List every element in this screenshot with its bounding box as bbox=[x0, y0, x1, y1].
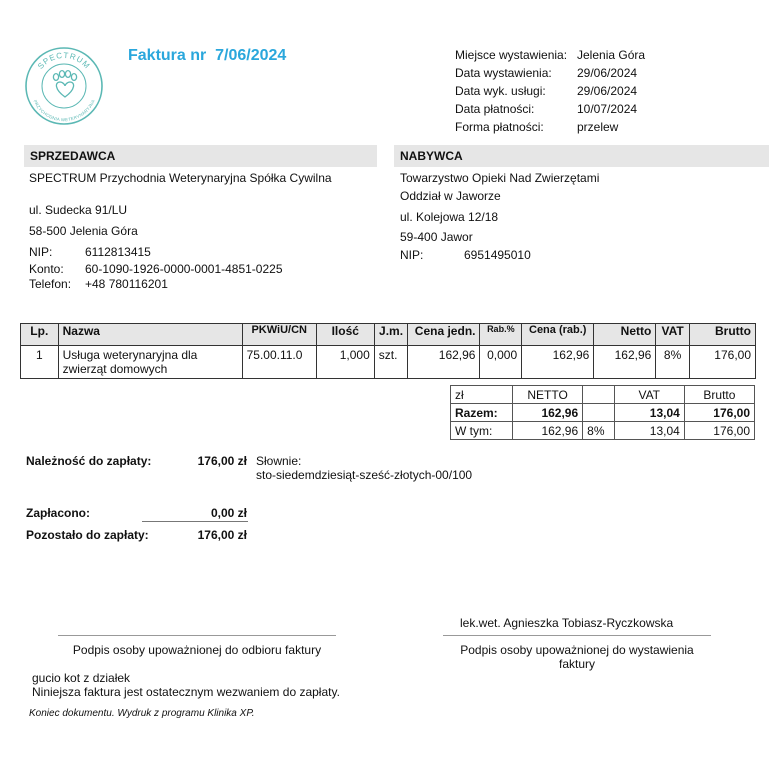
cell-jm: szt. bbox=[374, 346, 408, 379]
col-netto: Netto bbox=[594, 324, 656, 346]
logo-top-text: SPECTRUM bbox=[35, 50, 92, 71]
due-label: Należność do zapłaty: bbox=[26, 454, 152, 468]
buyer-header: NABYWCA bbox=[394, 145, 769, 167]
sum-wtym-vat: 13,04 bbox=[614, 422, 684, 440]
col-rabat: Rab.% bbox=[480, 324, 522, 346]
table-row bbox=[21, 346, 756, 379]
seller-account-value: 60-1090-1926-0000-0001-4851-0225 bbox=[85, 262, 283, 276]
invoice-title-prefix: Faktura nr bbox=[128, 47, 207, 64]
buyer-name: Towarzystwo Opieki Nad Zwierzętami bbox=[400, 171, 600, 185]
col-nazwa: Nazwa bbox=[58, 324, 242, 346]
seller-nip-label: NIP: bbox=[29, 245, 53, 259]
issuer-signature-line bbox=[443, 635, 711, 636]
col-lp: Lp. bbox=[21, 324, 59, 346]
sum-wtym-label: W tym: bbox=[451, 422, 513, 440]
cell-netto: 162,96 bbox=[594, 346, 656, 379]
seller-account-label: Konto: bbox=[29, 262, 64, 276]
meta-label: Data wyk. usługi: bbox=[455, 84, 546, 98]
sum-razem-netto: 162,96 bbox=[513, 404, 583, 422]
meta-label: Data płatności: bbox=[455, 102, 535, 116]
sum-razem-vat: 13,04 bbox=[614, 404, 684, 422]
logo-bottom-text: PRZYCHODNIA WETERYNARYJNA bbox=[32, 99, 96, 123]
col-cena: Cena jedn. bbox=[408, 324, 480, 346]
buyer-nip-value: 6951495010 bbox=[464, 248, 531, 262]
meta-value: przelew bbox=[577, 120, 619, 134]
seller-nip bbox=[29, 243, 332, 261]
document-footer: Koniec dokumentu. Wydruk z programu Klinika XP. bbox=[29, 708, 255, 719]
seller-block bbox=[29, 169, 332, 293]
col-ilosc: Ilość bbox=[316, 324, 374, 346]
paid-underline bbox=[142, 521, 248, 522]
meta-row bbox=[455, 64, 645, 82]
cell-rabat: 0,000 bbox=[480, 346, 522, 379]
paid-label: Zapłacono: bbox=[26, 506, 91, 520]
cell-pkwiu: 75.00.11.0 bbox=[242, 346, 316, 379]
seller-nip-value: 6112813415 bbox=[85, 245, 151, 259]
invoice-title bbox=[128, 47, 286, 65]
buyer-block bbox=[400, 169, 599, 264]
meta-label: Data wystawienia: bbox=[455, 66, 552, 80]
meta-value: Jelenia Góra bbox=[577, 48, 646, 62]
words-label: Słownie: bbox=[256, 454, 302, 468]
cell-lp: 1 bbox=[21, 346, 59, 379]
meta-row bbox=[455, 46, 645, 64]
sum-h-netto: NETTO bbox=[513, 386, 583, 404]
clinic-logo bbox=[24, 46, 104, 126]
seller-header: SPRZEDAWCA bbox=[24, 145, 377, 167]
buyer-nip-label: NIP: bbox=[400, 248, 424, 262]
col-brutto: Brutto bbox=[689, 324, 755, 346]
buyer-branch: Oddział w Jaworze bbox=[400, 189, 501, 203]
items-table bbox=[20, 323, 756, 379]
cell-nazwa: Usługa weterynaryjna dla zwierząt domowych bbox=[58, 346, 242, 379]
meta-value: 29/06/2024 bbox=[577, 66, 638, 80]
buyer-nip bbox=[400, 246, 599, 264]
seller-street: ul. Sudecka 91/LU bbox=[29, 203, 128, 217]
summary-total-row bbox=[451, 404, 755, 422]
cell-cena: 162,96 bbox=[408, 346, 480, 379]
remaining-label: Pozostało do zapłaty: bbox=[26, 528, 149, 542]
svg-text:PRZYCHODNIA WETERYNARYJNA bbox=[32, 99, 95, 122]
sum-h-vat: VAT bbox=[614, 386, 684, 404]
meta-label: Forma płatności: bbox=[455, 120, 544, 134]
col-jm: J.m. bbox=[374, 324, 408, 346]
cell-brutto: 176,00 bbox=[689, 346, 755, 379]
sum-razem-brutto: 176,00 bbox=[684, 404, 754, 422]
meta-value: 10/07/2024 bbox=[577, 102, 638, 116]
sum-wtym-brutto: 176,00 bbox=[684, 422, 754, 440]
seller-phone-value: +48 780116201 bbox=[85, 277, 168, 291]
summary-table bbox=[450, 385, 755, 440]
buyer-street: ul. Kolejowa 12/18 bbox=[400, 210, 499, 224]
sum-razem-label: Razem: bbox=[451, 404, 513, 422]
remaining-value: 176,00 zł bbox=[197, 528, 247, 542]
sum-wtym-netto: 162,96 bbox=[513, 422, 583, 440]
col-cena-rab: Cena (rab.) bbox=[522, 324, 594, 346]
due-value: 176,00 zł bbox=[197, 454, 247, 468]
cell-vat: 8% bbox=[656, 346, 690, 379]
meta-row bbox=[455, 82, 645, 100]
note-line-2: Niniejsza faktura jest ostatecznym wezwaniem do zapłaty. bbox=[32, 685, 340, 699]
col-vat: VAT bbox=[656, 324, 690, 346]
meta-row bbox=[455, 118, 645, 136]
issuer-name: lek.wet. Agnieszka Tobiasz-Ryczkowska bbox=[460, 616, 674, 630]
summary-rate-row bbox=[451, 422, 755, 440]
cell-ilosc: 1,000 bbox=[316, 346, 374, 379]
words-value: sto-siedemdziesiąt-sześć-złotych-00/100 bbox=[256, 468, 473, 482]
summary-header-row bbox=[451, 386, 755, 404]
paw-heart-icon bbox=[53, 71, 76, 97]
seller-phone-label: Telefon: bbox=[29, 277, 72, 291]
paid-value: 0,00 zł bbox=[210, 506, 247, 520]
meta-row bbox=[455, 100, 645, 118]
receiver-signature-line bbox=[58, 635, 336, 636]
col-pkwiu: PKWiU/CN bbox=[242, 324, 316, 346]
items-header-row bbox=[21, 324, 756, 346]
cell-cena-rab: 162,96 bbox=[522, 346, 594, 379]
note-line-1: gucio kot z działek bbox=[32, 671, 131, 685]
invoice-number: 7/06/2024 bbox=[215, 47, 287, 64]
sum-h-brutto: Brutto bbox=[684, 386, 754, 404]
seller-city: 58-500 Jelenia Góra bbox=[29, 224, 138, 238]
meta-label: Miejsce wystawienia: bbox=[455, 48, 568, 62]
issuer-caption: Podpis osoby upoważnionej do wystawienia faktury bbox=[460, 643, 694, 671]
buyer-city: 59-400 Jawor bbox=[400, 230, 473, 244]
sum-wtym-rate: 8% bbox=[583, 422, 615, 440]
receiver-caption: Podpis osoby upoważnionej do odbioru faktury bbox=[72, 643, 322, 657]
sum-currency: zł bbox=[451, 386, 513, 404]
seller-name: SPECTRUM Przychodnia Weterynaryjna Spółka Cywilna bbox=[29, 171, 332, 185]
invoice-meta bbox=[455, 46, 645, 136]
meta-value: 29/06/2024 bbox=[577, 84, 638, 98]
